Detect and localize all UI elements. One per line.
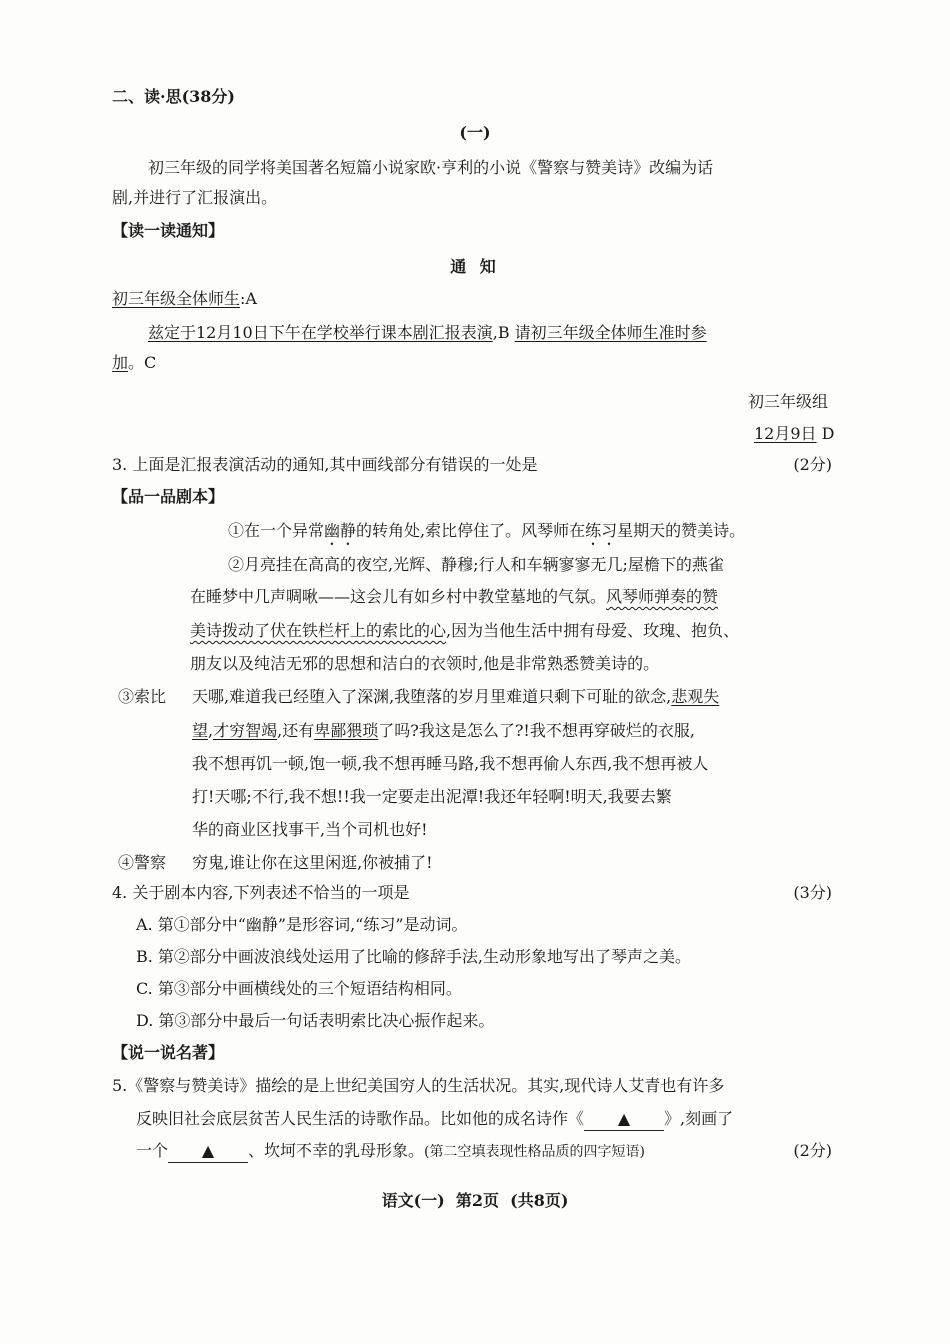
notice-date-line [754,423,834,445]
answer-blank-2[interactable]: ▲ [168,1140,248,1163]
mark-c: 。C [128,353,157,372]
read-notice-heading: 【读一读通知】 [112,221,225,240]
script-part-3-line-5: 华的商业区找事干,当个司机也好! [192,820,428,839]
mark-a: :A [240,289,257,308]
q5-line-3c: (第二空填表现性格品质的四字短语) [424,1144,645,1160]
underline-phrase-1a: 悲观失 [671,687,720,706]
q5-line-2a: 反映旧社会底层贫苦人民生活的诗歌作品。比如他的成名诗作《 [136,1109,585,1128]
comma: , [208,721,214,740]
script-heading: 【品一品剧本】 [112,487,225,506]
speaker-suobi: ③索比 [118,687,167,706]
script-part-3-line-1 [192,686,719,708]
page-footer: 语文(一) 第2页 (共8页) [381,1191,569,1210]
q5-line-3a: 一个 [136,1141,169,1160]
notice-date: 12月9日 [754,424,817,443]
underline-phrase-3: 卑鄙猥琐 [314,721,379,740]
script-part-3-line-3: 我不想再饥一顿,饱一顿,我不想再睡马路,我不想再偷人东西,我不想再被人 [192,754,709,773]
section-title: 二、读·思(38分) [112,87,235,106]
notice-title: 通 知 [450,257,500,276]
wavy-underline-2: 美诗拨动了伏在铁栏杆上的索比的心 [190,621,447,640]
intro-line-2: 剧,并进行了汇报演出。 [112,188,278,207]
underline-phrase-1b: 望 [192,721,209,740]
question-5-score: (2分) [793,1141,832,1160]
notice-recipient-line [112,288,257,310]
mark-d: D [816,424,835,443]
q5-line-2b: 》,刻画了 [664,1109,734,1128]
notice-body-line-1 [148,322,707,344]
notice-signer: 初三年级组 [748,392,829,411]
option-a: A. 第①部分中“幽静”是形容词,“练习”是动词。 [136,915,468,934]
script-part-3-line-2 [192,720,695,742]
script-p2-l3b: ,因为当他生活中拥有母爱、玫瑰、抱负、 [446,621,740,640]
option-b: B. 第②部分中画波浪线处运用了比喻的修辞手法,生动形象地写出了琴声之美。 [136,947,692,966]
question-5-line-2 [136,1108,733,1131]
script-part-2-line-2 [190,586,718,608]
question-3: 3. 上面是汇报表演活动的通知,其中画线部分有错误的一处是 [112,455,538,474]
script-p1-c: 星期天的赞美诗。 [617,521,746,540]
script-p3-l1a: 天哪,难道我已经堕入了深渊,我堕落的岁月里难道只剩下可耻的欲念, [192,687,672,706]
q5-line-3b: 、坎坷不幸的乳母形象。 [248,1141,425,1160]
classic-heading: 【说一说名著】 [112,1043,225,1062]
script-p3-l2f: 了吗?我这是怎么了?!我不想再穿破烂的衣服, [378,721,695,740]
notice-body-part-3: 加 [112,353,129,372]
mark-b: ,B [492,323,515,342]
dotted-word-youjing: 幽静 [324,521,357,540]
script-p1-a: ①在一个异常 [228,521,325,540]
question-5-line-3 [136,1140,645,1163]
option-d: D. 第③部分中最后一句话表明索比决心振作起来。 [136,1011,495,1030]
script-part-2-line-1: ②月亮挂在高高的夜空,光辉、静穆;行人和车辆寥寥无几;屋檐下的燕雀 [228,555,724,574]
part-one-heading: (一) [459,123,491,142]
notice-body-part-2: 请初三年级全体师生准时参 [514,323,707,342]
script-p3-l2d: ,还有 [277,721,315,740]
notice-body-part-1: 兹定于12月10日下午在学校举行课本剧汇报表演 [148,323,493,342]
script-p1-b: 的转角处,索比停住了。风琴师在 [356,521,586,540]
script-part-3-line-4: 打!天哪;不行,我不想!!我一定要走出泥潭!我还年轻啊!明天,我要去繁 [192,787,672,806]
underline-phrase-2: 才穷智竭 [213,721,278,740]
notice-recipient: 初三年级全体师生 [112,289,241,308]
script-part-2-line-4: 朋友以及纯洁无邪的思想和洁白的衣领时,他是非常熟悉赞美诗的。 [190,654,660,673]
dotted-word-lianxi: 练习 [585,521,618,540]
wavy-underline-1: 风琴师弹奏的赞 [606,587,719,606]
notice-body-line-2 [112,352,156,374]
option-c: C. 第③部分中画横线处的三个短语结构相同。 [136,979,462,998]
answer-blank-1[interactable]: ▲ [584,1108,664,1131]
script-part-2-line-3 [190,620,739,642]
question-4: 4. 关于剧本内容,下列表述不恰当的一项是 [112,883,410,902]
intro-line-1: 初三年级的同学将美国著名短篇小说家欧·亨利的小说《警察与赞美诗》改编为话 [148,158,714,177]
script-p2-l2a: 在睡梦中几声啁啾——这会儿有如乡村中教堂墓地的气氛。 [190,587,607,606]
script-part-1 [228,520,745,549]
script-part-4: 穷鬼,谁让你在这里闲逛,你被捕了! [192,853,433,872]
question-3-score: (2分) [793,455,832,474]
question-4-score: (3分) [793,883,832,902]
speaker-police: ④警察 [118,853,167,872]
question-5-line-1: 5.《警察与赞美诗》描绘的是上世纪美国穷人的生活状况。其实,现代诗人艾青也有许多 [112,1076,725,1095]
